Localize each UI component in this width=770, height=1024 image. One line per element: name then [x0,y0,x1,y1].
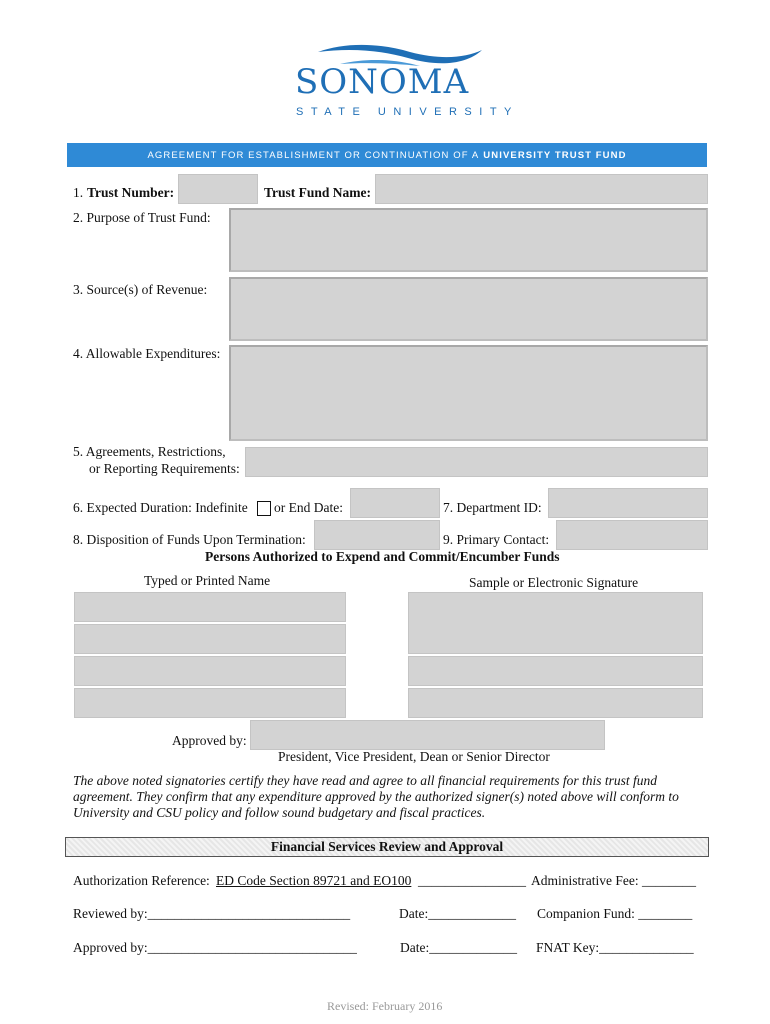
companion-fund-field[interactable]: Companion Fund: ________ [537,906,693,921]
agreements-label-line1: 5. Agreements, Restrictions, [73,444,226,459]
logo-wordmark: SONOMA [295,62,470,102]
column-signature-header: Sample or Electronic Signature [469,575,639,590]
financial-services-heading [65,837,709,857]
reviewed-by-field[interactable]: Reviewed by:______________________________ [73,906,351,921]
revision-footer: Revised: February 2016 [327,999,443,1013]
agreements-input[interactable] [245,447,708,477]
authorized-name-4[interactable] [74,688,346,718]
authorization-reference-label: Authorization Reference: [73,873,210,888]
agreements-label-line2: or Reporting Requirements: [89,461,240,476]
column-name-header: Typed or Printed Name [144,573,271,588]
authorized-name-1[interactable] [74,592,346,622]
trust-number-num: 1. [73,185,84,200]
trust-fund-name-label: Trust Fund Name: [264,185,372,200]
end-date-label: or End Date: [274,500,343,515]
authorized-name-2[interactable] [74,624,346,654]
disposition-label: 8. Disposition of Funds Upon Termination: [73,532,306,547]
authorized-signature-2[interactable] [408,656,703,686]
primary-contact-label: 9. Primary Contact: [443,532,550,547]
banner-text: AGREEMENT FOR ESTABLISHMENT OR CONTINUATION OF A [147,149,480,161]
financial-services-heading-text: Financial Services Review and Approval [270,839,504,854]
purpose-label: 2. Purpose of Trust Fund: [73,210,211,225]
department-id-input[interactable] [548,488,708,518]
authorized-signature-1[interactable] [408,592,703,654]
authorized-heading: Persons Authorized to Expend and Commit/Encumber Funds [205,549,560,564]
approved-date-field[interactable]: Date:_____________ [400,940,517,955]
allowable-expenditures-label: 4. Allowable Expenditures: [73,346,221,361]
fs-approved-by-field[interactable]: Approved by:_______________________________ [73,940,357,955]
approved-by-input[interactable] [250,720,605,750]
trust-fund-name-input[interactable] [375,174,708,204]
approved-by-caption: President, Vice President, Dean or Senior Director [278,749,550,764]
sources-label: 3. Source(s) of Revenue: [73,282,208,297]
authorization-reference-value: ED Code Section 89721 and EO100 [216,873,412,888]
sources-input[interactable] [229,277,708,341]
department-id-label: 7. Department ID: [443,500,542,515]
logo-subtitle: STATE UNIVERSITY [296,106,519,118]
purpose-input[interactable] [229,208,708,272]
trust-number-input[interactable] [178,174,258,204]
administrative-fee-field[interactable]: Administrative Fee: ________ [531,873,696,888]
allowable-expenditures-input[interactable] [229,345,708,441]
authorized-signature-3[interactable] [408,688,703,718]
approved-by-label: Approved by: [172,733,247,748]
duration-label: 6. Expected Duration: Indefinite [73,500,248,515]
indefinite-checkbox[interactable] [257,501,271,516]
authorized-name-3[interactable] [74,656,346,686]
primary-contact-input[interactable] [556,520,708,550]
trust-number-label: Trust Number: [87,185,175,200]
authorization-reference-blank: ________________ [418,873,526,888]
form-title-banner [67,143,707,167]
fnat-key-field[interactable]: FNAT Key:______________ [536,940,694,955]
end-date-input[interactable] [350,488,440,518]
banner-emphasis: UNIVERSITY TRUST FUND [483,149,627,161]
reviewed-date-field[interactable]: Date:_____________ [399,906,516,921]
disposition-input[interactable] [314,520,440,550]
certification-paragraph: The above noted signatories certify they have read and agree to all financial requirements for this trust fund agreement. They confirm that any expenditure approved by the authorized signer(s) noted above will conform to University and CSU policy and follow sound budgetary and fiscal practices. [73,773,679,820]
